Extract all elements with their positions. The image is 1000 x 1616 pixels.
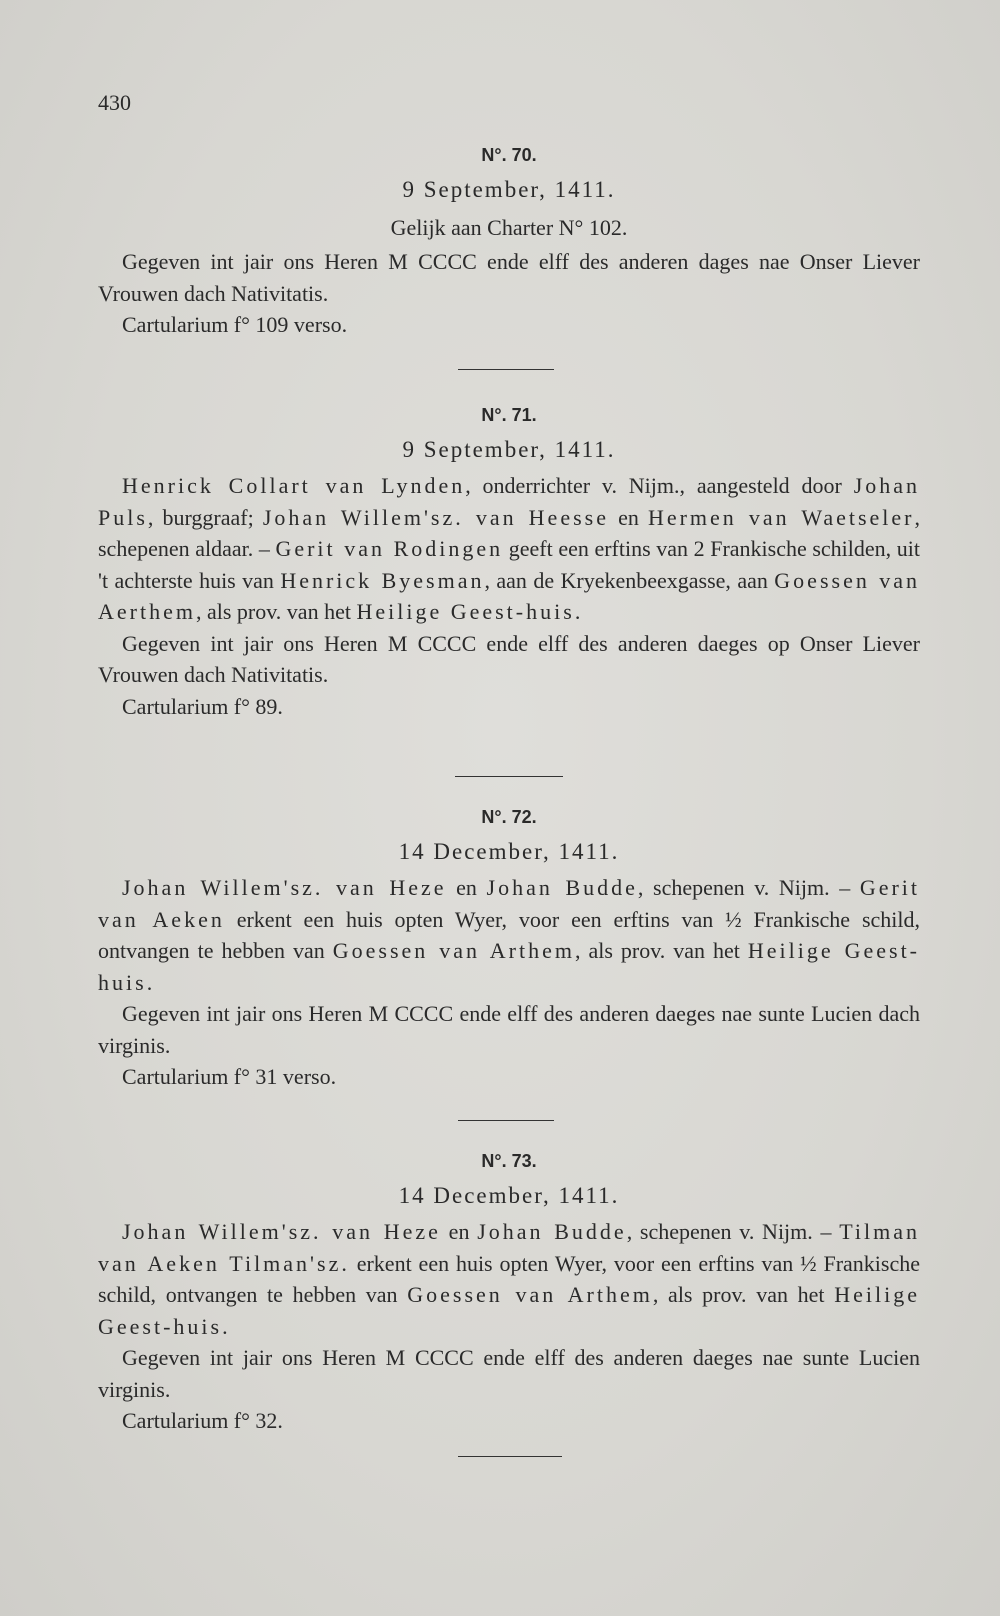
text-span: , burggraaf; [147, 504, 263, 530]
entry-date: 9 September, 1411. [402, 177, 616, 202]
text-span: . [146, 969, 153, 995]
text-span: en [446, 875, 487, 900]
page-number: 430 [98, 90, 131, 115]
entry-date: 14 December, 1411. [398, 839, 620, 864]
entry-given: Gegeven int jair ons Heren M CCCC ende elff des anderen daeges op Onser Liever Vrouwen dach Nativitatis. [98, 630, 920, 687]
entry-number: N°. 72. [481, 807, 537, 827]
text-span: en [608, 504, 648, 530]
name-span: Henrick Collart van Lynden [122, 473, 466, 498]
text-span: , schepenen v. Nijm. – [626, 1219, 840, 1244]
entry-body [98, 1216, 920, 1342]
entry-number: N°. 71. [481, 405, 537, 425]
entry-72 [98, 802, 920, 1093]
separator-rule [458, 369, 554, 370]
text-span: , als prov. van het [195, 599, 357, 624]
name-span: Heilige Geest-huis [98, 938, 921, 995]
name-span: Heilige Geest-huis [356, 599, 575, 624]
entry-71 [98, 400, 920, 722]
name-span: Johan Budde [477, 1219, 627, 1244]
text-span: erkent een huis opten Wyer, voor een erftins van ½ Frankische schild, ontvangen te hebben van [98, 906, 920, 963]
entry-given: Gegeven int jair ons Heren M CCCC ende elff des anderen dages nae Onser Liever Vrouwen dach Nativitatis. [98, 249, 920, 306]
entry-source: Cartularium f° 32. [122, 1408, 283, 1433]
entry-source: Cartularium f° 89. [122, 693, 283, 719]
entry-subtitle: Gelijk aan Charter N° 102. [390, 215, 628, 240]
entry-body [98, 470, 920, 628]
name-span: Goessen van Arthem [332, 938, 575, 963]
name-span: Johan Willem'sz. van Heze [122, 1219, 441, 1244]
text-span: erkent een huis opten Wyer, voor een erftins van ½ Frankische schild, ontvangen te hebben van [98, 1250, 920, 1307]
text-span: , onderrichter v. Nijm., aangesteld door [465, 473, 854, 498]
text-span: geeft een erftins van 2 Frankische schilden, uit 't achterste huis van [98, 536, 920, 593]
name-span: Goessen van Aerthem [98, 567, 921, 624]
entry-source: Cartularium f° 31 verso. [122, 1064, 337, 1089]
entry-70 [98, 140, 920, 341]
text-span: , als prov. van het [652, 1282, 835, 1307]
name-span: Johan Willem'sz. van Heze [122, 875, 447, 900]
name-span: Tilman van Aeken Tilman'sz. [98, 1219, 921, 1276]
name-span: Gerit van Aeken [98, 875, 921, 932]
name-span: Henrick Byesman [280, 567, 485, 593]
name-span: Hermen van Waetseler [647, 504, 915, 530]
entry-given: Gegeven int jair ons Heren M CCCC ende elff des anderen daeges nae sunte Lucien virginis. [98, 1345, 920, 1402]
text-span: . [574, 599, 581, 624]
name-span: Johan Puls [98, 473, 921, 530]
text-span: en [440, 1219, 478, 1244]
text-span: , aan de Kryekenbeexgasse, aan [484, 567, 775, 593]
text-span: . [222, 1313, 228, 1339]
separator-rule [458, 1456, 562, 1457]
entry-given: Gegeven int jair ons Heren M CCCC ende elff des anderen daeges nae sunte Lucien dach virginis. [98, 1001, 920, 1058]
name-span: Johan Willem'sz. van Heesse [262, 504, 609, 530]
entry-date: 9 September, 1411. [402, 437, 616, 462]
text-span: , schepenen aldaar. – [98, 504, 921, 561]
text-span: , als prov. van het [574, 938, 748, 963]
entry-date: 14 December, 1411. [398, 1183, 620, 1208]
name-span: Johan Budde [486, 875, 638, 900]
text-span: , schepenen v. Nijm. – [637, 875, 860, 900]
name-span: Goessen van Arthem [407, 1282, 653, 1307]
entry-number: N°. 73. [481, 1151, 537, 1171]
name-span: Gerit van Rodingen [275, 536, 504, 561]
name-span: Heilige Geest-huis [98, 1282, 920, 1339]
separator-rule [458, 1120, 554, 1121]
entry-source: Cartularium f° 109 verso. [122, 312, 348, 337]
separator-rule [455, 776, 563, 777]
entry-73 [98, 1146, 920, 1437]
entry-body [98, 872, 920, 998]
entry-number: N°. 70. [481, 145, 537, 165]
